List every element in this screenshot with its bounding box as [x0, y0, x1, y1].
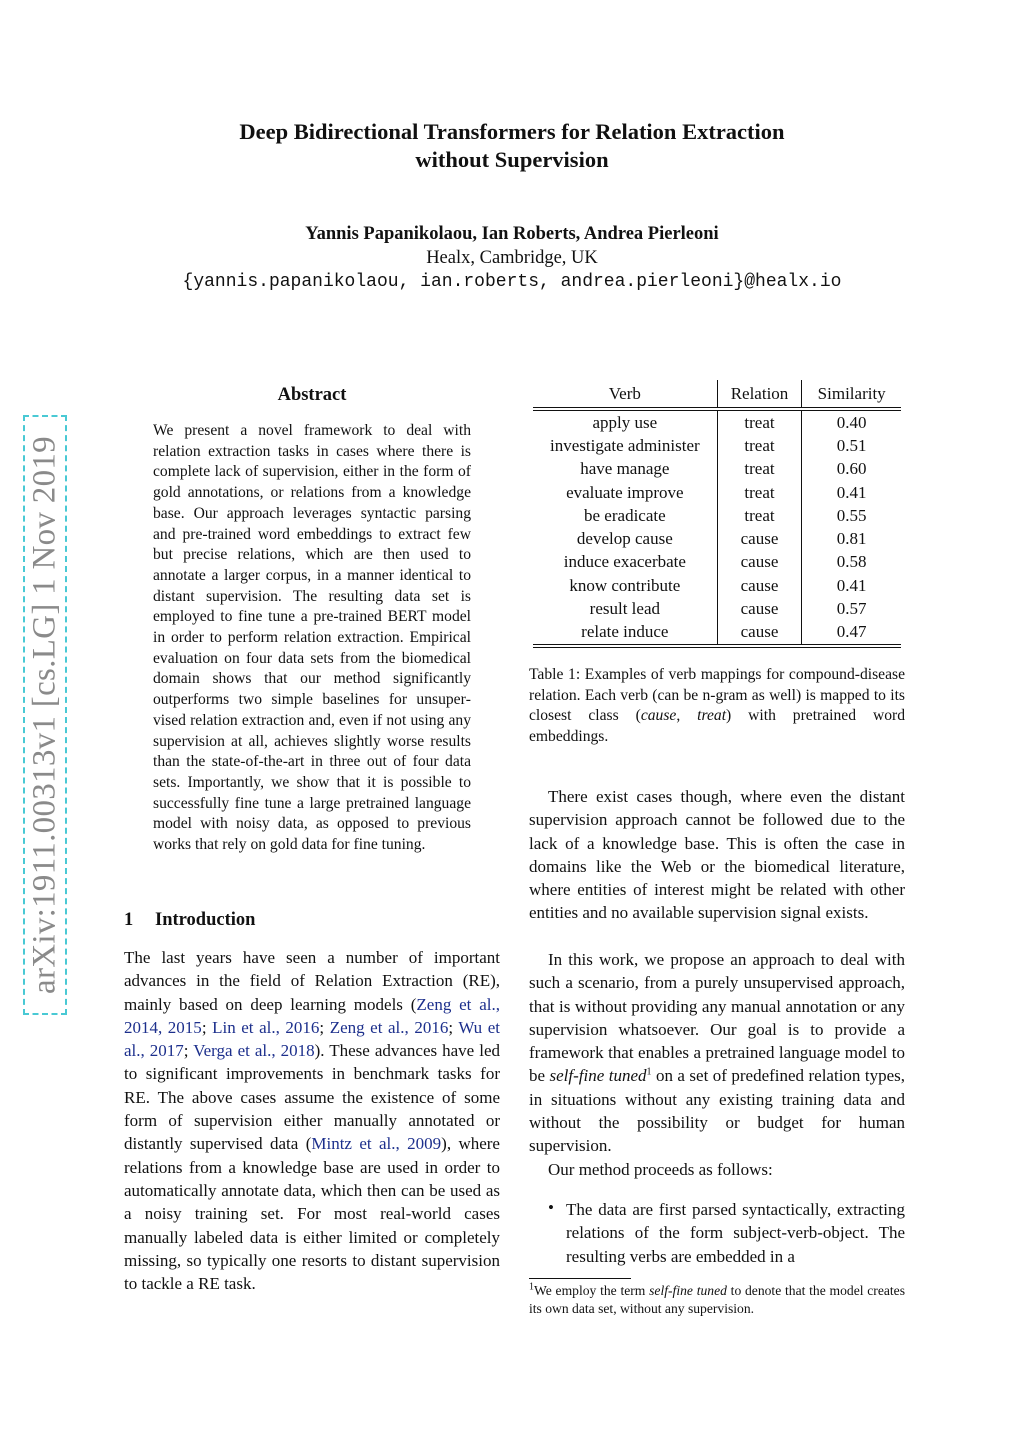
- citation-link[interactable]: Mintz et al., 2009: [311, 1134, 442, 1154]
- bullet-list-item: [548, 1198, 905, 1268]
- author-list: Yannis Papanikolaou, Ian Roberts, Andrea Pierleoni: [305, 224, 719, 244]
- column-header: Similarity: [817, 383, 886, 403]
- table-cell: cause: [717, 527, 802, 550]
- table-cell: relate induce: [533, 621, 717, 646]
- table-row: [533, 434, 901, 457]
- table-cell: be eradicate: [533, 504, 717, 527]
- table-cell: 0.51: [836, 435, 867, 455]
- table-cell: 0.41: [836, 575, 867, 595]
- table-row: [533, 597, 901, 620]
- table-cell: treat: [717, 434, 802, 457]
- abstract-body: We present a novel framework to deal with relation extraction tasks in cases where there is complete lack of supervision, either in the form of gold annotations, or relations from a knowledge base. Our approach leverages syntactic parsing and pre-trained word embeddings to extract few but precise relations, which are then used to annotate a larger corpus, in a manner identical to distant supervision. The resulting data set is employed to fine tune a pre-trained BERT model in order to perform relation extraction. Empirical evaluation on four data sets from the biomedical domain shows that our method significantly outperforms two simple baselines for unsupervised relation extraction and, even if not using any supervision at all, achieves slightly worse results than the state-of-the-art in three out of four data sets. Importantly, we show that it is possible to successfully fine tune a large pretrained language model with noisy data, as opposed to previous works that rely on gold data for fine tuning.: [153, 422, 471, 854]
- title-line-2: without Supervision: [415, 147, 609, 172]
- footnote: [529, 1282, 905, 1317]
- table-cell: cause: [717, 574, 802, 597]
- table-cell: evaluate improve: [533, 481, 717, 504]
- title-line-1: Deep Bidirectional Transformers for Relation Extraction: [239, 119, 785, 144]
- table-header-row: [533, 380, 901, 409]
- table-cell: investigate administer: [533, 434, 717, 457]
- table-caption: [529, 665, 905, 748]
- arxiv-identifier: arXiv:1911.00313v1 [cs.LG] 1 Nov 2019: [26, 436, 63, 994]
- affiliation: Healx, Cambridge, UK: [426, 248, 598, 268]
- text-run: In this work, we propose an approach to deal with such a scenario, from a purely unsupervised approach, that is without providing any manual annotation or any supervision whatsoever. Our goal is to provide a framework that enables a pretrained language model to be: [529, 950, 905, 1086]
- citation-link[interactable]: Zeng et al., 2016: [329, 1017, 449, 1037]
- text-run: ;: [319, 1017, 330, 1037]
- table-row: [533, 458, 901, 481]
- section-heading-introduction: [124, 910, 504, 931]
- table-cell: 0.81: [836, 529, 867, 549]
- column-header: Verb: [533, 380, 717, 409]
- verb-mapping-table: [533, 380, 901, 648]
- body-paragraph-1: There exist cases though, where even the distant supervision approach cannot be followed due to the lack of a knowledge base. This is often the case in domains like the Web or the biomedical literature, where entities of interest might be related with other entities and no available supervision signal exists.: [529, 787, 905, 923]
- footnote-marker[interactable]: 1: [646, 1066, 652, 1078]
- text-run: ;: [183, 1041, 194, 1061]
- table-cell: result lead: [533, 597, 717, 620]
- table-cell: treat: [717, 409, 802, 434]
- table-row: [533, 504, 901, 527]
- abstract-heading: Abstract: [277, 385, 347, 405]
- table-cell: know contribute: [533, 574, 717, 597]
- body-paragraph-3: Our method proceeds as follows:: [548, 1160, 773, 1179]
- table-cell: 0.40: [836, 412, 867, 432]
- paper-title: [112, 118, 912, 174]
- text-run: ), where relations from a knowledge base are used in order to automatically annotate data, which then can be used as a noisy training set. For most real-world cases manually labeled data is either limited or completely missing, so typically one resorts to distant supervision to tackle a RE task.: [124, 1134, 500, 1294]
- table-cell: apply use: [533, 409, 717, 434]
- body-paragraph-2: [529, 948, 905, 1158]
- table-row: [533, 409, 901, 434]
- table-row: [533, 527, 901, 550]
- citation-link[interactable]: Wu et al., 2017: [124, 1017, 500, 1061]
- citation-link[interactable]: Verga et al., 2018: [193, 1041, 315, 1061]
- table-cell: treat: [717, 504, 802, 527]
- table-row: [533, 621, 901, 646]
- table-cell: 0.41: [836, 482, 867, 502]
- section-number: 1: [124, 910, 134, 930]
- table-cell: develop cause: [533, 527, 717, 550]
- author-emails: {yannis.papanikolaou, ian.roberts, andrea.pierleoni}@healx.io: [182, 272, 842, 292]
- text-run: on a set of predefined relation types, in situations without any existing training data and without the possibility or budget for human supervision.: [529, 1066, 906, 1156]
- footnote-number: 1: [529, 1281, 534, 1293]
- table-cell: treat: [717, 458, 802, 481]
- bullet-icon: •: [548, 1198, 554, 1217]
- table-cell: 0.60: [836, 459, 867, 479]
- section-title: Introduction: [155, 910, 256, 930]
- table-cell: 0.58: [836, 552, 867, 572]
- table-row: [533, 481, 901, 504]
- text-run: ) with pretrained word embeddings.: [529, 707, 905, 746]
- table-cell: have manage: [533, 458, 717, 481]
- text-run: We employ the term: [534, 1283, 650, 1298]
- table-cell: 0.55: [836, 505, 867, 525]
- citation-link[interactable]: Zeng et al., 2014, 2015: [124, 994, 500, 1037]
- text-run-italic: self-fine tuned: [549, 1066, 647, 1086]
- text-run: ;: [201, 1017, 213, 1037]
- arxiv-side-stamp: [23, 415, 67, 1015]
- text-run: The last years have seen a number of important advances in the field of Relation Extraction (RE), mainly based on deep learning models (: [124, 948, 500, 1014]
- footnote-divider: [529, 1278, 631, 1279]
- table-cell: cause: [717, 621, 802, 646]
- text-run: Table 1: Examples of verb mappings for compound-disease relation. Each verb (can be n-gram as well) is mapped to its closest class (: [529, 666, 905, 725]
- text-run-italic: treat: [697, 707, 727, 725]
- table-cell: induce exacerbate: [533, 551, 717, 574]
- table-cell: 0.47: [802, 621, 901, 646]
- table-cell: cause: [717, 597, 802, 620]
- table-row: [533, 551, 901, 574]
- column-header: Relation: [717, 380, 802, 409]
- text-run: ;: [448, 1017, 459, 1037]
- text-run: ,: [676, 707, 698, 725]
- text-run-italic: cause: [640, 707, 677, 725]
- bullet-text: The data are first parsed syntactically, extracting relations of the form subject-verb-object. The resulting verbs are embedded in a: [566, 1200, 905, 1266]
- citation-link[interactable]: Lin et al., 2016: [212, 1017, 320, 1037]
- table-cell: cause: [717, 551, 802, 574]
- intro-paragraph-1: [124, 946, 500, 1295]
- table-row: [533, 574, 901, 597]
- text-run-italic: self-fine tuned: [649, 1283, 727, 1298]
- text-run: to denote that the model creates its own data set, without any supervision.: [529, 1283, 906, 1316]
- table-cell: 0.57: [836, 599, 867, 619]
- table-cell: treat: [717, 481, 802, 504]
- text-run: ). These advances have led to significant improvements in benchmark tasks for RE. The above cases assume the existence of some form of supervision either manually annotated or distantly supervised data (: [124, 1041, 501, 1154]
